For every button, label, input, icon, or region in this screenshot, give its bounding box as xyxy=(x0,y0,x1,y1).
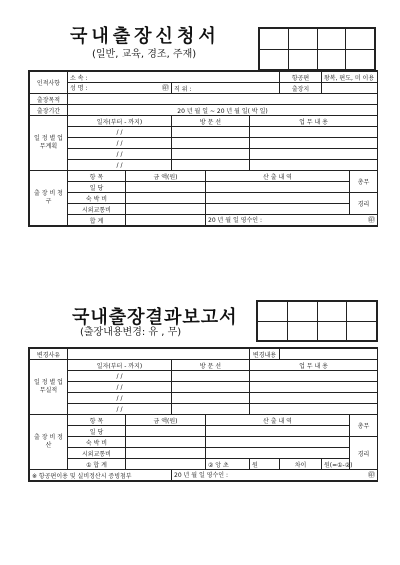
form1-table xyxy=(28,70,378,227)
expense-label: 출 장 비 청 구 xyxy=(30,171,68,226)
task-header: 업 무 내 용 xyxy=(250,116,378,127)
purpose-label: 출장목적 xyxy=(30,94,68,105)
schedule-row[interactable]: / / xyxy=(68,393,172,404)
seal-icon: ㊞ xyxy=(368,471,376,479)
visit-header: 방 문 선 xyxy=(172,116,250,127)
form2-subtitle: (출장내용변경: 유 , 무) xyxy=(80,327,182,338)
calc-header: 산 출 내 역 xyxy=(206,415,350,426)
schedule-row[interactable]: / / xyxy=(68,160,172,171)
flight-options: 왕복, 편도, 미 이용 xyxy=(322,72,378,83)
result-schedule-label: 일 정 별 업무실적 xyxy=(30,360,68,415)
task-header: 업 무 내 용 xyxy=(250,360,378,371)
item-transport: 시외교통비 xyxy=(68,448,126,459)
item-lodging: 숙 박 비 xyxy=(68,193,126,204)
form1-subtitle: (일반, 교육, 경조, 주재) xyxy=(92,49,197,60)
item-transport: 시외교통비 xyxy=(68,204,126,215)
schedule-row[interactable]: / / xyxy=(68,127,172,138)
name-label: 성 명 : xyxy=(70,85,88,92)
schedule-row[interactable]: / / xyxy=(68,371,172,382)
trip-place-label: 출장지 xyxy=(280,83,322,94)
change-reason-label: 변경사유 xyxy=(30,349,68,360)
accounting-label: 경리 xyxy=(350,193,378,215)
item-daily: 일 당 xyxy=(68,182,126,193)
expense-settlement-label: 출 장 비 정 산 xyxy=(30,415,68,470)
schedule-row[interactable]: / / xyxy=(68,382,172,393)
calc-header: 산 출 내 역 xyxy=(206,171,350,182)
amount-header: 금 액(원) xyxy=(126,415,206,426)
date-sign: 20 년 월 일 영수인 : xyxy=(174,472,228,479)
form2-table xyxy=(28,347,378,482)
finance-label: 총무 xyxy=(350,171,378,193)
department-label: 소 속 : xyxy=(68,72,280,83)
form1-approval-box xyxy=(258,27,376,71)
schedule-row[interactable]: / / xyxy=(68,138,172,149)
schedule-row[interactable]: / / xyxy=(68,149,172,160)
seal-icon: ㊞ xyxy=(368,216,376,224)
date-sign: 20 년 월 일 영수인 : xyxy=(208,217,262,224)
item-lodging: 숙 박 비 xyxy=(68,437,126,448)
period-label: 출장기간 xyxy=(30,105,68,116)
purpose-field[interactable] xyxy=(68,94,378,105)
change-content-label: 변경내용 xyxy=(250,349,280,360)
won-formula: 원(=①-②) xyxy=(322,459,350,470)
schedule-row[interactable]: / / xyxy=(68,404,172,415)
visit-header: 방 문 선 xyxy=(172,360,250,371)
form2-title: 국내출장결과보고서 xyxy=(72,307,238,328)
schedule-label: 일 정 별 업무계획 xyxy=(30,116,68,171)
flight-label: 항공편 xyxy=(280,72,322,83)
form2-approval-box xyxy=(256,300,378,342)
item-header: 항 목 xyxy=(68,415,126,426)
item-daily: 일 당 xyxy=(68,426,126,437)
item-total: 합 계 xyxy=(68,215,126,226)
evidence-note: ※ 항공편이용 및 실비정산시 증빙첨부 xyxy=(30,470,172,481)
won-label: 원 xyxy=(250,459,280,470)
advance-label: ② 앙 초 xyxy=(206,459,250,470)
period-value: 20 년 월 일 ~ 20 년 월 일( 박 일) xyxy=(68,105,378,116)
personal-info-label: 인적사항 xyxy=(30,72,68,94)
date-header: 일자(부터 - 까지) xyxy=(68,116,172,127)
finance-label: 총무 xyxy=(350,415,378,437)
change-reason-field[interactable] xyxy=(68,349,250,360)
position-label: 직 위 : xyxy=(172,83,280,94)
diff-label: 차이 xyxy=(280,459,322,470)
total-label: ① 합 계 xyxy=(68,459,126,470)
change-content-field[interactable] xyxy=(280,349,378,360)
seal-icon: ㊞ xyxy=(162,84,169,92)
item-header: 항 목 xyxy=(68,171,126,182)
amount-header: 금 액(원) xyxy=(126,171,206,182)
date-header: 일자(부터 - 까지) xyxy=(68,360,172,371)
trip-place-field[interactable] xyxy=(322,83,378,94)
form1-title: 국내출장신청서 xyxy=(70,26,220,47)
accounting-label: 경리 xyxy=(350,437,378,470)
